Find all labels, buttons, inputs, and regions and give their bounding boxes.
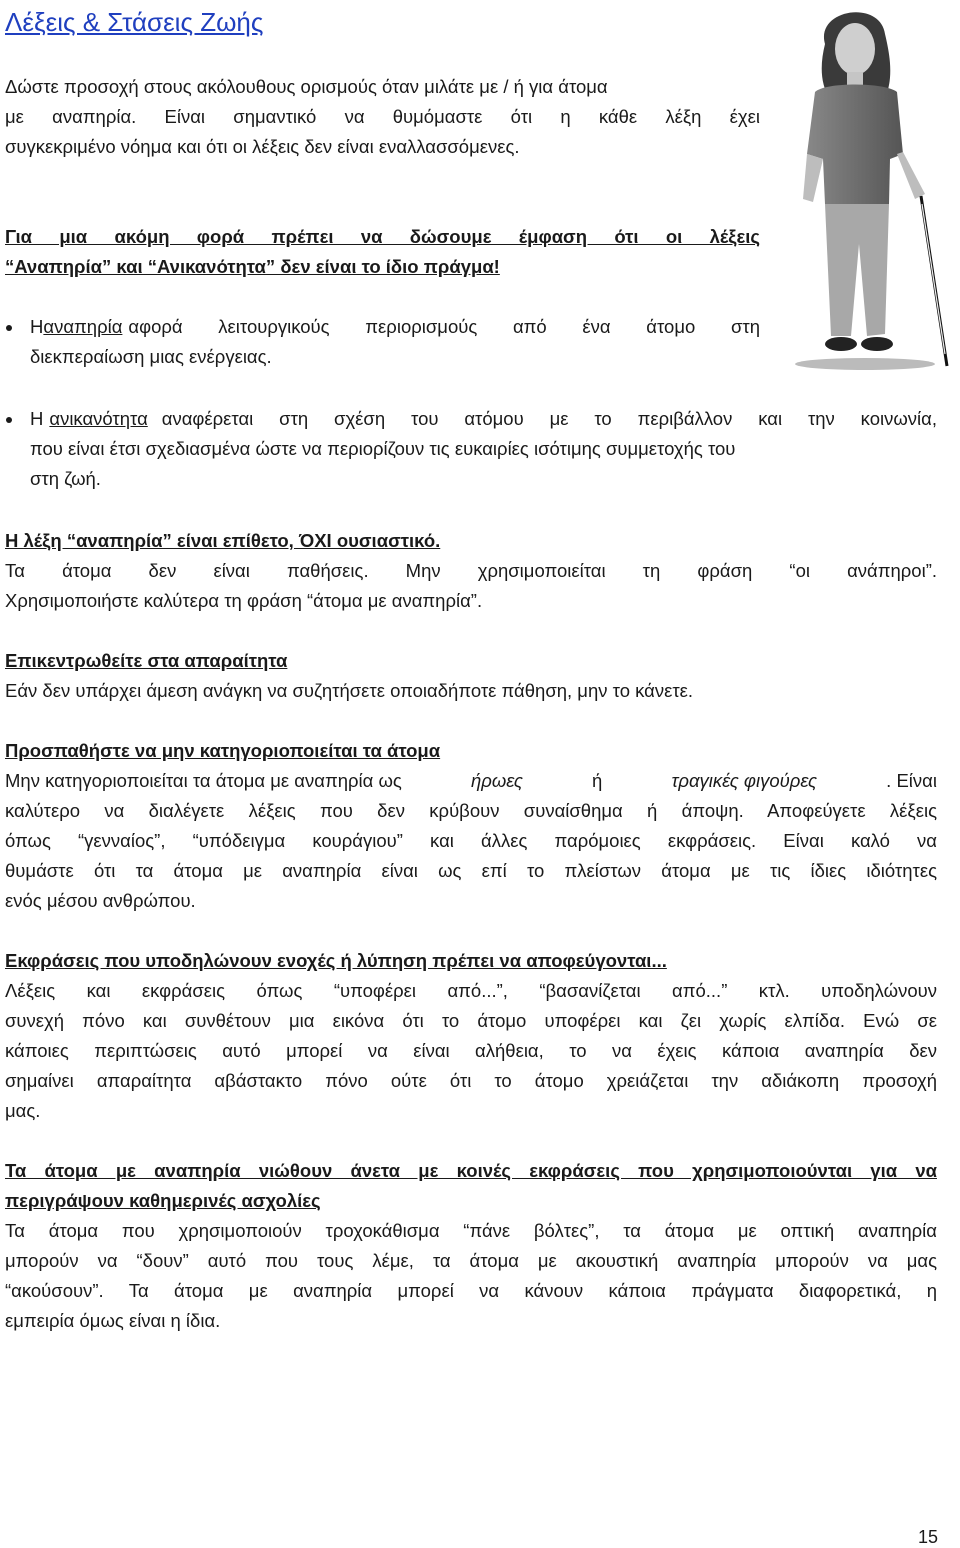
- guilt-line-2: συνεχή πόνο και συνθέτουν μια εικόνα ότι το άτομο υποφέρει και ζει χωρίς ελπίδα. Ενώ σε: [5, 1010, 937, 1031]
- bullet-1-term: αναπηρία: [43, 316, 123, 337]
- categorize-line-2: καλύτερο να διαλέγετε λέξεις που δεν κρύβουν συναίσθημα ή άποψη. Αποφεύγετε λέξεις: [5, 800, 937, 821]
- focus-line-1: Εάν δεν υπάρχει άμεση ανάγκη να συζητήσετε οποιαδήποτε πάθηση, μην το κάνετε.: [5, 680, 694, 701]
- categorize-line-5: ενός μέσου ανθρώπου.: [5, 890, 196, 911]
- emphasis-line-2: “Αναπηρία” και “Ανικανότητα” δεν είναι το ίδιο πράγμα!: [5, 256, 500, 277]
- bullet-2-line-3: στη ζωή.: [30, 468, 101, 489]
- categorize-heroes: ήρωες: [470, 770, 523, 791]
- common-line-1: Τα άτομα που χρησιμοποιούν τροχοκάθισμα “πάνε βόλτες”, τα άτομα με οπτική αναπηρία: [5, 1220, 937, 1241]
- adjective-heading: Η λέξη “αναπηρία” είναι επίθετο, ΌΧΙ ουσιαστικό.: [5, 530, 441, 551]
- focus-heading: Επικεντρωθείτε στα απαραίτητα: [5, 650, 288, 671]
- bullet-dot: [6, 417, 12, 423]
- bullet-1-rest: αφορά λειτουργικούς περιορισμούς από ένα άτομο στη: [128, 316, 760, 337]
- page-title: Λέξεις & Στάσεις Ζωής: [5, 7, 264, 37]
- intro-line-2-text: με αναπηρία. Είναι σημαντικό να θυμόμαστε ότι η κάθε λέξη έχει: [5, 106, 760, 127]
- bullet-2-term: ανικανότητα: [49, 408, 148, 429]
- intro-line-1: Δώστε προσοχή στους ακόλουθους ορισμούς όταν μιλάτε με / ή για άτομα: [5, 76, 608, 97]
- intro-line-2: [5, 104, 760, 130]
- categorize-heading: Προσπαθήστε να μην κατηγοριοποιείται τα άτομα: [5, 740, 441, 761]
- bullet-2-rest: αναφέρεται στη σχέση του ατόμου με το περιβάλλον και την κοινωνία,: [161, 408, 937, 429]
- bullet-1-line-2: διεκπεραίωση μιας ενέργειας.: [30, 346, 272, 367]
- categorize-text-a: Μην κατηγοριοποιείται τα άτομα με αναπηρία ως: [5, 770, 402, 791]
- common-heading-1: Τα άτομα με αναπηρία νιώθουν άνετα με κοινές εκφράσεις που χρησιμοποιούνται για να: [5, 1160, 937, 1181]
- categorize-line-3: όπως “γενναίος”, “υπόδειγμα κουράγιου” και άλλες παρόμοιες εκφράσεις. Είναι καλό να: [5, 830, 937, 851]
- common-line-2: μπορούν να “δουν” αυτό που τους λέμε, τα άτομα με ακουστική αναπηρία μπορούν να μας: [5, 1250, 937, 1271]
- guilt-line-1: Λέξεις και εκφράσεις όπως “υποφέρει από...”, “βασανίζεται από...” κτλ. υποδηλώνουν: [5, 980, 937, 1001]
- adjective-line-2: Χρησιμοποιήστε καλύτερα τη φράση “άτομα με αναπηρία”.: [5, 590, 483, 611]
- page-number: 15: [917, 1527, 938, 1547]
- guilt-line-3: κάποιες περιπτώσεις αυτό μπορεί να είναι αλήθεια, το να έχεις κάποια αναπηρία δεν: [5, 1040, 937, 1061]
- common-line-4: εμπειρία όμως είναι η ίδια.: [5, 1310, 221, 1331]
- bullet-1-prefix: Η: [30, 316, 44, 337]
- emphasis-line-1: Για μια ακόμη φορά πρέπει να δώσουμε έμφαση ότι οι λέξεις: [5, 226, 760, 247]
- bullet-2-line-2: που είναι έτσι σχεδιασμένα ώστε να περιορίζουν τις ευκαιρίες ισότιμης συμμετοχής του: [30, 438, 736, 459]
- common-heading-2: περιγράψουν καθημερινές ασχολίες: [5, 1190, 321, 1211]
- woman-with-cane-image: [785, 4, 957, 372]
- bullet-dot: [6, 325, 12, 331]
- guilt-line-4: σημαίνει απαραίτητα αβάστακτο πόνο ούτε ότι το άτομο χρειάζεται την αδιάκοπη προσοχή: [5, 1070, 937, 1091]
- guilt-heading: Εκφράσεις που υποδηλώνουν ενοχές ή λύπηση πρέπει να αποφεύγονται...: [5, 950, 667, 971]
- common-line-3: “ακούσουν”. Τα άτομα με αναπηρία μπορεί να κάνουν κάποια πράγματα διαφορετικά, η: [5, 1280, 937, 1301]
- guilt-line-5: μας.: [5, 1100, 41, 1121]
- intro-line-3: συγκεκριμένο νόημα και ότι οι λέξεις δεν είναι εναλλασσόμενες.: [5, 136, 520, 157]
- categorize-line-4: θυμάστε ότι τα άτομα με αναπηρία είναι ως επί το πλείστων άτομα με τις ίδιες ιδιότητες: [5, 860, 937, 881]
- categorize-text-e: . Είναι: [886, 770, 937, 791]
- adjective-line-1: Τα άτομα δεν είναι παθήσεις. Μην χρησιμοποιείται τη φράση “οι ανάπηροι”.: [5, 560, 937, 581]
- bullet-1-line-1: [30, 314, 760, 340]
- categorize-text-c: ή: [592, 770, 603, 791]
- categorize-line-1: [5, 768, 937, 794]
- bullet-2-line-1: [30, 406, 937, 432]
- categorize-tragic: τραγικές φιγούρες: [671, 770, 818, 791]
- bullet-2-prefix: Η: [30, 408, 44, 429]
